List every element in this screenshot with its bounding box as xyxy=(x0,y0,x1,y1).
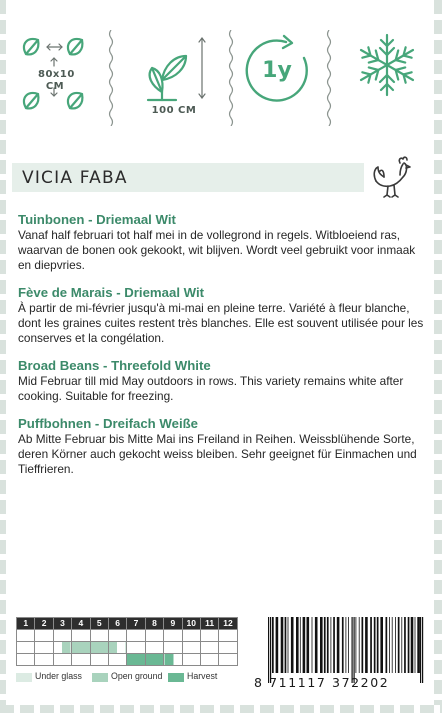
calendar-month-8: 8 xyxy=(145,618,163,630)
calendar-cell xyxy=(90,642,108,654)
spacing-label-line2: CM xyxy=(45,81,65,92)
calendar-cell xyxy=(90,654,108,666)
calendar-cell xyxy=(127,654,145,666)
calendar-cell xyxy=(219,654,237,666)
calendar-cell xyxy=(17,654,35,666)
section-title: Puffbohnen - Dreifach Weiße xyxy=(18,416,198,431)
legend-label: Under glass xyxy=(35,671,82,681)
calendar-cell xyxy=(145,630,163,642)
calendar-cell xyxy=(200,630,218,642)
calendar-cell xyxy=(35,654,53,666)
barcode-bar xyxy=(291,617,294,673)
barcode-bar xyxy=(346,617,347,673)
barcode-bar xyxy=(392,617,393,673)
barcode-bar xyxy=(303,617,306,673)
barcode-bar xyxy=(300,617,301,673)
legend-swatch xyxy=(92,673,108,682)
barcode-digits: 8 711117 372202 xyxy=(254,675,390,690)
annual-icon xyxy=(240,30,318,130)
barcode-bar xyxy=(362,617,364,673)
calendar-month-11: 11 xyxy=(200,618,218,630)
divider-wavy xyxy=(228,30,234,126)
barcode-bar xyxy=(315,617,318,673)
section-title: Broad Beans - Threefold White xyxy=(18,358,211,373)
calendar-legend xyxy=(16,671,256,685)
calendar-month-1: 1 xyxy=(17,618,35,630)
calendar-cell xyxy=(72,630,90,642)
barcode-bar xyxy=(380,617,383,673)
legend-label: Open ground xyxy=(111,671,163,681)
barcode-bar xyxy=(327,617,329,673)
calendar-cell xyxy=(72,642,90,654)
barcode-bar xyxy=(398,617,400,673)
barcode-guard-bar xyxy=(270,617,271,683)
barcode-bar xyxy=(415,617,416,673)
calendar-cell xyxy=(17,642,35,654)
calendar-cell xyxy=(17,630,35,642)
calendar-cell xyxy=(127,630,145,642)
annual-label: 1y xyxy=(262,58,292,83)
section-body: À partir de mi-février jusqu'à mi-mai en pleine terre. Variété à fleur blanche, dont les graines cuites restent très blanches. Elle est souvent utilisée pour les conserves et la congélation. xyxy=(18,301,424,345)
calendar-cell xyxy=(145,642,163,654)
legend-under-glass xyxy=(16,671,88,685)
calendar-cell xyxy=(182,630,200,642)
snowflake-graphic xyxy=(354,30,420,100)
barcode-bar xyxy=(324,617,326,673)
barcode-bar xyxy=(288,617,289,673)
barcode-guard-bar xyxy=(420,617,421,683)
barcode-bar xyxy=(370,617,372,673)
section-body: Mid Februar till mid May outdoors in rows. This variety remains white after cooking. Suitable for freezing. xyxy=(18,374,404,403)
height-label: 100 CM xyxy=(151,105,197,116)
calendar-cell xyxy=(219,642,237,654)
plant-spacing-icon xyxy=(14,30,98,130)
species-title: VICIA FABA xyxy=(22,168,128,188)
calendar-cell xyxy=(90,630,108,642)
section-body: Vanaf half februari tot half mei in de vollegrond in regels. Witbloeiend ras, waarvan de bonen ook gekookt, wit blijven. Wordt veel gebruikt voor inmaak en diepvries. xyxy=(18,228,416,272)
calendar-month-12: 12 xyxy=(219,618,237,630)
barcode-guard-bar xyxy=(354,617,355,683)
calendar-cell xyxy=(182,654,200,666)
barcode-bar xyxy=(365,617,368,673)
divider-wavy xyxy=(108,30,114,126)
calendar-cell xyxy=(53,642,71,654)
barcode-bar xyxy=(331,617,332,673)
package-frame-left xyxy=(0,0,6,713)
legend-open-ground xyxy=(92,671,172,685)
calendar-cell xyxy=(200,654,218,666)
calendar-month-6: 6 xyxy=(108,618,126,630)
barcode-bar xyxy=(359,617,360,673)
calendar-month-header xyxy=(17,618,238,630)
barcode-bar xyxy=(342,617,344,673)
legend-label: Harvest xyxy=(187,671,218,681)
icon-row xyxy=(14,30,430,130)
barcode-bar xyxy=(408,617,410,673)
rooster-icon xyxy=(370,155,414,203)
section-de xyxy=(18,416,428,477)
barcode-bar xyxy=(374,617,376,673)
legend-swatch xyxy=(16,673,32,682)
calendar-cell xyxy=(35,642,53,654)
calendar-cell xyxy=(72,654,90,666)
barcode-bar xyxy=(296,617,299,673)
calendar-cell xyxy=(164,642,182,654)
barcode-bar xyxy=(395,617,396,673)
barcode-bar xyxy=(417,617,420,673)
barcode-guard-bar xyxy=(268,617,269,683)
calendar-row-open-ground xyxy=(17,642,238,654)
barcode-bar xyxy=(356,617,357,673)
barcode-bar xyxy=(401,617,402,673)
spacing-label-line1: 80x10 xyxy=(38,69,75,80)
species-title-bar xyxy=(12,163,364,192)
calendar-month-10: 10 xyxy=(182,618,200,630)
calendar-table xyxy=(16,617,238,666)
calendar-cell xyxy=(182,642,200,654)
barcode-bar xyxy=(281,617,284,673)
barcode-guard-bar xyxy=(422,617,423,683)
barcode-bar xyxy=(337,617,340,673)
snowflake-icon xyxy=(354,30,420,130)
package-frame-right xyxy=(434,0,442,713)
barcode-bar xyxy=(389,617,390,673)
calendar-cell xyxy=(53,630,71,642)
calendar-month-7: 7 xyxy=(127,618,145,630)
barcode-bar xyxy=(404,617,406,673)
legend-harvest xyxy=(168,671,238,685)
calendar-cell xyxy=(108,654,126,666)
barcode-bar xyxy=(333,617,335,673)
calendar-cell xyxy=(145,654,163,666)
barcode-bar xyxy=(285,617,287,673)
calendar-cell xyxy=(164,630,182,642)
barcode-bar xyxy=(312,617,313,673)
barcode-bar xyxy=(411,617,414,673)
barcode-bar xyxy=(272,617,274,673)
barcode-bar xyxy=(307,617,310,673)
sowing-calendar xyxy=(16,617,244,666)
barcode-bar xyxy=(320,617,323,673)
package-frame-bottom xyxy=(0,705,442,713)
section-body: Ab Mitte Februar bis Mitte Mai ins Freiland in Reihen. Weissblühende Sorte, deren Körner auch gekocht weiss bleiben. Sehr geeignet für Einmachen und Tieffrieren. xyxy=(18,432,417,476)
section-title: Fève de Marais - Driemaal Wit xyxy=(18,285,205,300)
calendar-cell xyxy=(219,630,237,642)
calendar-month-2: 2 xyxy=(35,618,53,630)
barcode-bar xyxy=(377,617,379,673)
calendar-cell xyxy=(127,642,145,654)
barcode-bar xyxy=(386,617,388,673)
plant-height-icon xyxy=(130,30,220,130)
calendar-cell xyxy=(35,630,53,642)
calendar-cell xyxy=(164,654,182,666)
section-title: Tuinbonen - Driemaal Wit xyxy=(18,212,176,227)
calendar-cell xyxy=(53,654,71,666)
section-en xyxy=(18,358,428,404)
barcode-guard-bar xyxy=(352,617,353,683)
section-fr xyxy=(18,285,428,346)
calendar-cell xyxy=(200,642,218,654)
divider-wavy xyxy=(326,30,332,126)
calendar-row-harvest xyxy=(17,654,238,666)
section-nl xyxy=(18,212,428,273)
calendar-month-3: 3 xyxy=(53,618,71,630)
barcode-bar xyxy=(348,617,349,673)
calendar-month-4: 4 xyxy=(72,618,90,630)
calendar-month-9: 9 xyxy=(164,618,182,630)
calendar-cell xyxy=(108,642,126,654)
calendar-month-5: 5 xyxy=(90,618,108,630)
plant-height-graphic xyxy=(130,30,220,110)
barcode-bar xyxy=(276,617,279,673)
calendar-row-under-glass xyxy=(17,630,238,642)
calendar-cell xyxy=(108,630,126,642)
legend-swatch xyxy=(168,673,184,682)
